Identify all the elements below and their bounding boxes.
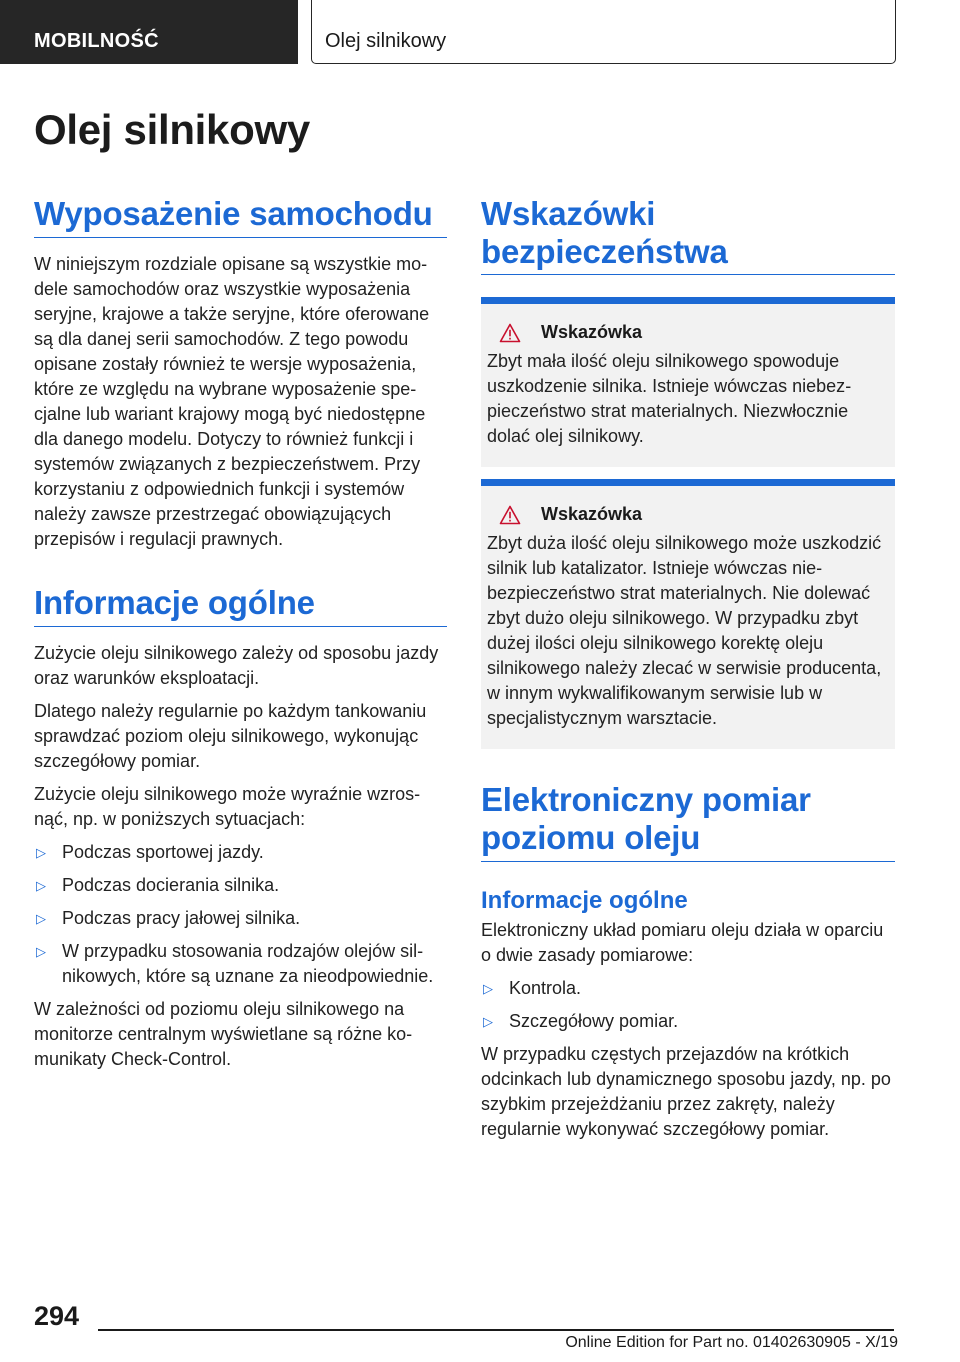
triangle-right-icon: ▷ <box>36 878 46 893</box>
measurement-para-2: W przypadku częstych przejazdów na krótkich odcinkach lub dynamicznego sposobu jazdy, np. po szybkim przejeżdżaniu przez zakręty, należy regularnie wykonywać szczegółowy pomiar. <box>481 1044 891 1139</box>
situations-list <box>34 840 447 989</box>
footer-rule <box>98 1329 894 1331</box>
heading-safety: Wskazówki bezpieczeństwa <box>481 195 728 270</box>
warning-box <box>481 479 895 749</box>
triangle-right-icon: ▷ <box>36 944 46 959</box>
list-item: ▷ Kontrola. <box>481 976 895 1001</box>
general-para-1: Zużycie oleju silnikowego zależy od sposobu jazdy oraz warunków eksploatacji. <box>34 643 439 688</box>
heading-equipment: Wyposażenie samochodu <box>34 195 447 238</box>
list-item: ▷ W przypadku stosowania rodzajów olejów silnikowych, które są uznane za nieodpowiednie. <box>36 941 434 986</box>
warning-text: Zbyt mała ilość oleju silnikowego spowoduje uszkodzenie silnika. Istnieje wówczas niebezpieczeństwo strat materialnych. Niezwłocznie dolać olej silnikowy. <box>487 351 852 446</box>
warning-text: Zbyt duża ilość oleju silnikowego może uszkodzić silnik lub katalizator. Istnieje wówczas niebezpieczeństwo strat materialnych. Nie dolewać zbyt dużo oleju silnikowego. W przypadku zbyt dużej ilości oleju silnikowego korektę oleju silnikowego należy zlecać w serwisie producenta, w innym wykwalifikowanym serwisie lub w specjalistycznym warsztacie. <box>487 533 882 728</box>
heading-rule <box>481 274 895 275</box>
list-item: ▷ Podczas docierania silnika. <box>34 873 447 898</box>
triangle-right-icon: ▷ <box>36 911 46 926</box>
warning-title: Wskazówka <box>541 504 643 524</box>
warning-triangle-icon <box>499 505 521 525</box>
warning-box <box>481 297 895 467</box>
left-column <box>34 195 447 1072</box>
list-item: ▷ Podczas sportowej jazdy. <box>34 840 447 865</box>
triangle-right-icon: ▷ <box>36 845 46 860</box>
general-para-3: Zużycie oleju silnikowego może wyraźnie wzrosnąć, np. w poniższych sytuacjach: <box>34 784 421 829</box>
list-item: ▷ Podczas pracy jałowej silnika. <box>34 906 447 931</box>
triangle-right-icon: ▷ <box>483 1014 493 1029</box>
general-para-2: Dlatego należy regularnie po każdym tankowaniu sprawdzać poziom oleju silnikowego, wykonując szczegółowy pomiar. <box>34 701 427 771</box>
triangle-right-icon: ▷ <box>483 981 493 996</box>
equipment-text: W niniejszym rozdziale opisane są wszystkie modele samochodów oraz wszystkie wyposażenia seryjne, krajowe a także seryjne, które oferowane są dla danej serii samochodów. Z tego powodu opisane zostały również te wersje wyposażenia, które ze względu na wybrane wyposażenie specjalne lub wariant krajowy mogą być niedostępne dla danego modelu. Dotyczy to również funkcji i systemów związanych z bezpieczeństwem. Przy korzystaniu z odpowiednich funkcji i systemów należy zawsze przestrzegać obowiązujących przepisów i regulacji prawnych. <box>34 254 430 549</box>
general-para-4: W zależności od poziomu oleju silnikowego na monitorze centralnym wyświetlane są różne komunikaty Check-Control. <box>34 999 413 1069</box>
heading-general-info: Informacje ogólne <box>34 584 447 627</box>
subheading-general-info: Informacje ogólne <box>481 887 688 914</box>
chapter-header: Olej silnikowy <box>311 0 896 64</box>
measurement-para-1: Elektroniczny układ pomiaru oleju działa w oparciu o dwie zasady pomiarowe: <box>481 920 884 965</box>
warning-title: Wskazówka <box>541 322 643 342</box>
heading-electronic-measurement: Elektroniczny pomiar poziomu oleju <box>481 781 895 862</box>
list-item: ▷ Szczegółowy pomiar. <box>481 1009 895 1034</box>
section-tab: MOBILNOŚĆ <box>0 0 298 64</box>
right-column <box>481 195 895 1142</box>
edition-note: Online Edition for Part no. 01402630905 - X/19 <box>565 1334 898 1351</box>
warning-triangle-icon <box>499 323 521 343</box>
page-title: Olej silnikowy <box>34 106 310 153</box>
measurement-list <box>481 976 895 1034</box>
page-number: 294 <box>34 1301 80 1331</box>
